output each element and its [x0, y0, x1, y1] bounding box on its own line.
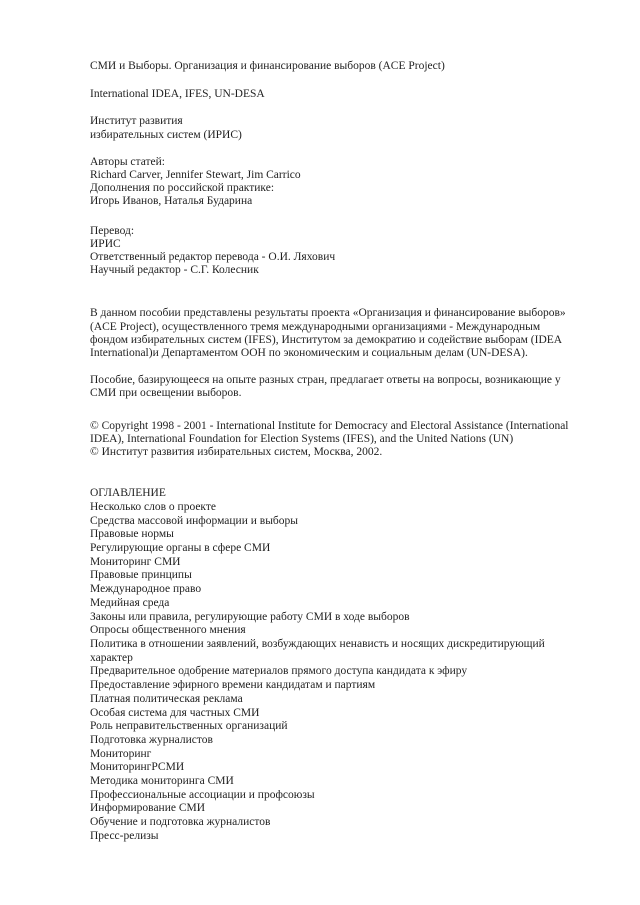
- toc-item: Законы или правила, регулирующие работу СМИ в ходе выборов: [90, 610, 410, 623]
- toc-item: Информирование СМИ: [90, 802, 206, 815]
- authors-line: Дополнения по российской практике:: [90, 182, 275, 195]
- title-block: [90, 60, 578, 73]
- toc-item: Правовые принципы: [90, 569, 192, 582]
- toc-item: Обучение и подготовка журналистов: [90, 816, 271, 829]
- description-paragraph: В данном пособии представлены результаты проекта «Организация и финансирование выборов» (ACE Project), осуществленного тремя международными организациями - Международным фондом избирательных систем (IFES), Институтом за демократию и содействие выборам (IDEA International)и Департаментом ООН по экономическим и социальным делам (UN-DESA).: [90, 307, 566, 360]
- toc-item: Опросы общественного мнения: [90, 624, 246, 637]
- institute-line: Институт развития: [90, 115, 183, 128]
- toc-item: Медийная среда: [90, 596, 170, 609]
- toc-item: МониторингРСМИ: [90, 761, 185, 774]
- toc-item: Профессиональные ассоциации и профсоюзы: [90, 788, 315, 801]
- document-title: СМИ и Выборы. Организация и финансирование выборов (ACE Project): [90, 60, 445, 72]
- description-paragraphs: [90, 307, 578, 400]
- toc-item: Мониторинг СМИ: [90, 555, 181, 568]
- translation-line: ИРИС: [90, 237, 121, 250]
- toc-item: Мониторинг: [90, 747, 152, 760]
- toc-list: [90, 501, 578, 844]
- toc-item: Несколько слов о проекте: [90, 500, 217, 513]
- institute-block: [90, 115, 578, 141]
- authors-line: Авторы статей:: [90, 155, 165, 168]
- toc-item: Средства массовой информации и выборы: [90, 514, 298, 527]
- toc-item: Предоставление эфирного времени кандидатам и партиям: [90, 679, 376, 692]
- toc-item: Предварительное одобрение материалов прямого доступа кандидата к эфиру: [90, 665, 468, 678]
- copyright-block: [90, 420, 578, 460]
- toc-item: Правовые нормы: [90, 528, 174, 541]
- toc-item: Регулирующие органы в сфере СМИ: [90, 542, 271, 555]
- toc-item: Методика мониторинга СМИ: [90, 775, 234, 788]
- toc-item: Роль неправительственных организаций: [90, 720, 288, 733]
- translation-line: Научный редактор - С.Г. Колесник: [90, 264, 259, 277]
- copyright-paragraph: © Copyright 1998 - 2001 - International Institute for Democracy and Electoral Assistance (International IDEA), International Foundation for Election Systems (IFES), and the United Nations (UN): [90, 419, 569, 445]
- toc-item: Особая система для частных СМИ: [90, 706, 260, 719]
- copyright-paragraph: © Институт развития избирательных систем, Москва, 2002.: [90, 446, 383, 459]
- organizations-block: [90, 88, 578, 101]
- translation-line: Перевод:: [90, 224, 135, 237]
- toc-item: Международное право: [90, 583, 202, 596]
- authors-block: [90, 156, 578, 209]
- organizations-line: International IDEA, IFES, UN-DESA: [90, 88, 265, 101]
- toc-item: Платная политическая реклама: [90, 692, 243, 705]
- institute-line: избирательных систем (ИРИС): [90, 128, 242, 141]
- toc-item: Пресс-релизы: [90, 829, 159, 842]
- toc-heading: ОГЛАВЛЕНИЕ: [90, 487, 166, 500]
- authors-line: Richard Carver, Jennifer Stewart, Jim Carrico: [90, 169, 301, 182]
- translation-line: Ответственный редактор перевода - О.И. Ляхович: [90, 251, 336, 264]
- table-of-contents: [90, 487, 578, 843]
- toc-item: Политика в отношении заявлений, возбуждающих ненависть и носящих дискредитирующий характер: [90, 638, 545, 664]
- description-paragraph: Пособие, базирующееся на опыте разных стран, предлагает ответы на вопросы, возникающие у СМИ при освещении выборов.: [90, 374, 561, 400]
- translation-block: [90, 225, 578, 278]
- toc-item: Подготовка журналистов: [90, 733, 213, 746]
- authors-line: Игорь Иванов, Наталья Бударина: [90, 195, 253, 208]
